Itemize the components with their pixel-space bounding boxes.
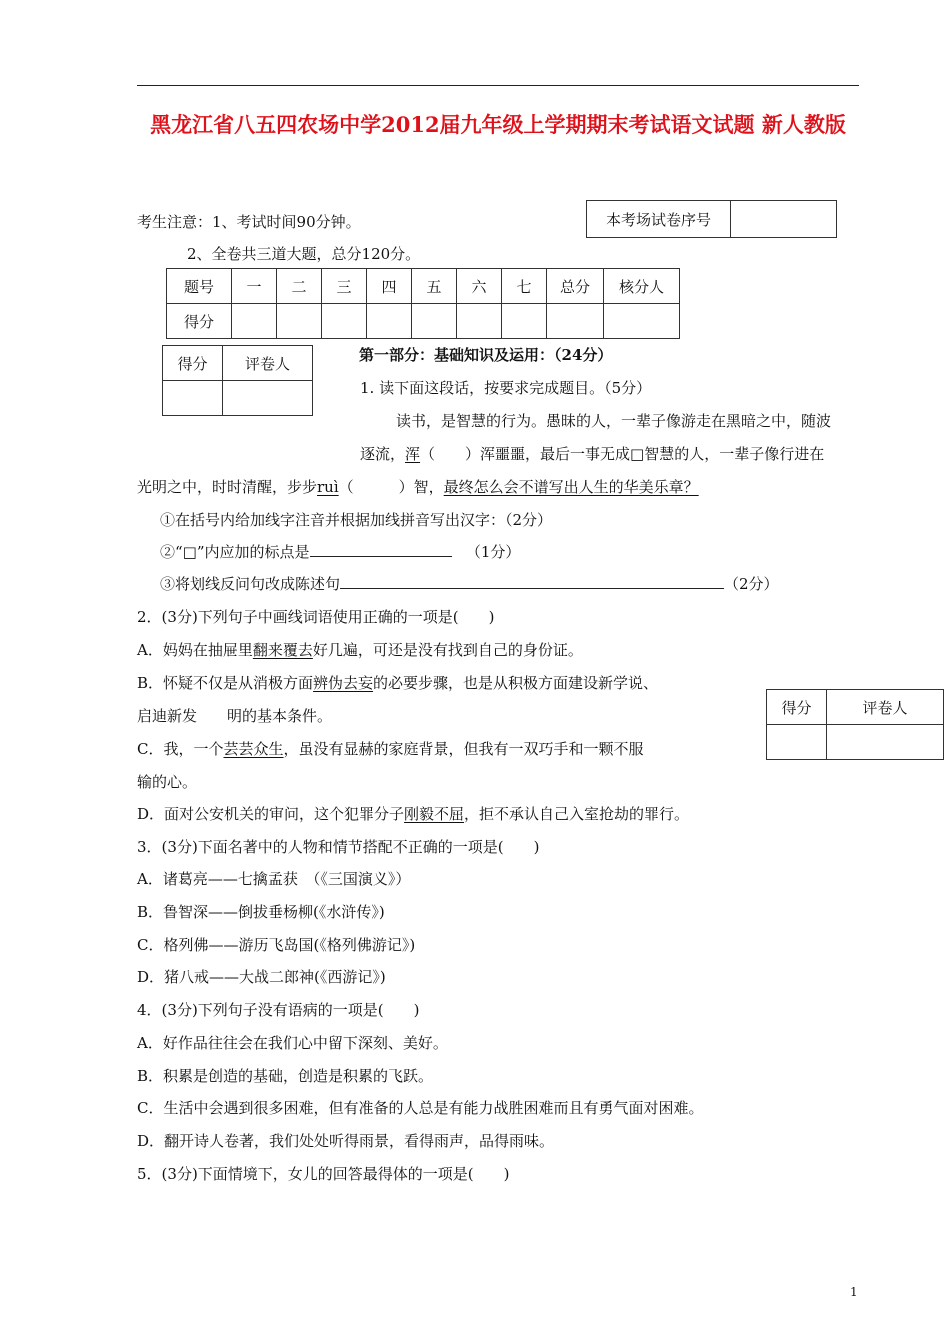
- score-cell[interactable]: [277, 304, 322, 339]
- q1-sub-3-answer-blank[interactable]: [340, 574, 724, 589]
- q3-option-d: D．猪八戒——大战二郎神(《西游记》): [137, 968, 386, 986]
- q2-option-c-line-2: 输的心。: [137, 773, 198, 791]
- score-cell[interactable]: [604, 304, 680, 339]
- q1-passage-line-3: 光明之中，时时清醒，步步ruì（ ）智，最终怎么会不谱写出人生的华美乐章？: [137, 478, 699, 496]
- q1-underlined-pinyin: ruì: [317, 478, 339, 496]
- q3-option-a: A．诸葛亮——七擒孟获 （《三国演义》）: [137, 870, 411, 888]
- score-header-cell: 五: [412, 269, 457, 304]
- serial-number-box: [586, 200, 837, 238]
- q4-option-d: D．翻开诗人卷著，我们处处听得雨景，看得雨声，品得雨味。: [137, 1132, 555, 1150]
- q2-option-b: B．怀疑不仅是从消极方面辨伪去妄的必要步骤，也是从积极方面建设新学说、: [137, 674, 659, 692]
- q4-stem: 4．(3分)下列句子没有语病的一项是( ): [137, 1001, 420, 1019]
- score-header-cell: 一: [232, 269, 277, 304]
- notice-line-2: 2、全卷共三道大题，总分120分。: [187, 245, 421, 263]
- grader-name-label: 评卷人: [223, 346, 313, 381]
- q4-option-a: A．好作品往往会在我们心中留下深刻、美好。: [137, 1034, 448, 1052]
- score-table-header-row: [167, 269, 680, 304]
- q1-passage-line-2: 逐流，浑（ ）浑噩噩，最后一事无成□智慧的人，一辈子像行进在: [360, 445, 825, 463]
- notice-line-1: 考生注意：1、考试时间90分钟。: [137, 213, 361, 231]
- serial-label: 本考场试卷序号: [587, 201, 731, 238]
- score-header-cell: 核分人: [604, 269, 680, 304]
- grader-score-label: 得分: [163, 346, 223, 381]
- top-rule: [137, 85, 859, 86]
- q4-option-c: C．生活中会遇到很多困难，但有准备的人总是有能力战胜困难而且有勇气面对困难。: [137, 1099, 704, 1117]
- score-cell[interactable]: [502, 304, 547, 339]
- score-cell[interactable]: [547, 304, 604, 339]
- q1-underlined-char: 浑: [405, 445, 421, 463]
- q3-stem: 3．(3分)下面名著中的人物和情节搭配不正确的一项是( ): [137, 838, 540, 856]
- q3-option-c: C．格列佛——游历飞岛国(《格列佛游记》): [137, 936, 416, 954]
- q5-stem: 5．(3分)下面情境下，女儿的回答最得体的一项是( ): [137, 1165, 510, 1183]
- score-cell[interactable]: [457, 304, 502, 339]
- score-header-cell: 六: [457, 269, 502, 304]
- q2-option-b-line-2: 启迪新发 明的基本条件。: [137, 707, 333, 725]
- grader-score-cell[interactable]: [163, 381, 223, 416]
- score-cell[interactable]: [412, 304, 457, 339]
- score-header-cell: 二: [277, 269, 322, 304]
- q1-passage-line-1: 读书，是智慧的行为。愚昧的人，一辈子像游走在黑暗之中，随波: [396, 412, 832, 430]
- grader-box-part1: [162, 345, 313, 416]
- q1-sub-2-answer-blank[interactable]: [310, 542, 452, 557]
- score-header-cell: 四: [367, 269, 412, 304]
- grader-box-2: [766, 689, 944, 760]
- q2-option-d: D．面对公安机关的审问，这个犯罪分子刚毅不屈，拒不承认自己入室抢劫的罪行。: [137, 805, 690, 823]
- q2-option-c: C．我，一个芸芸众生，虽没有显赫的家庭背景，但我有一双巧手和一颗不服: [137, 740, 644, 758]
- q1-sub-1: ①在括号内给加线字注音并根据加线拼音写出汉字：（2分）: [160, 511, 553, 529]
- part1-heading: 第一部分：基础知识及运用：（24分）: [359, 346, 613, 364]
- score-table: [166, 268, 680, 339]
- score-row-label: 得分: [167, 304, 232, 339]
- score-table-score-row: [167, 304, 680, 339]
- score-header-cell: 七: [502, 269, 547, 304]
- grader-score-cell[interactable]: [767, 725, 827, 760]
- score-header-cell: 总分: [547, 269, 604, 304]
- score-cell[interactable]: [232, 304, 277, 339]
- score-header-cell: 题号: [167, 269, 232, 304]
- q1-rhetorical-question: 最终怎么会不谱写出人生的华美乐章？: [443, 478, 699, 496]
- serial-value-cell[interactable]: [731, 201, 837, 238]
- grader-name-cell[interactable]: [223, 381, 313, 416]
- score-header-cell: 三: [322, 269, 367, 304]
- q2-option-a: A．妈妈在抽屉里翻来覆去好几遍，可还是没有找到自己的身份证。: [137, 641, 583, 659]
- grader-name-label: 评卷人: [827, 690, 944, 725]
- q2-stem: 2．(3分)下列句子中画线词语使用正确的一项是( ): [137, 608, 495, 626]
- q1-sub-2: ②“□”内应加的标点是 （1分）: [160, 543, 521, 561]
- q1-sub-3: ③将划线反问句改成陈述句 （2分）: [160, 575, 779, 593]
- q3-option-b: B．鲁智深——倒拔垂杨柳(《水浒传》): [137, 903, 385, 921]
- q4-option-b: B．积累是创造的基础，创造是积累的飞跃。: [137, 1067, 434, 1085]
- page-number: 1: [850, 1285, 858, 1299]
- score-cell[interactable]: [367, 304, 412, 339]
- q1-stem: 1. 读下面这段话，按要求完成题目。（5分）: [360, 379, 652, 397]
- grader-name-cell[interactable]: [827, 725, 944, 760]
- document-title: 黑龙江省八五四农场中学2012届九年级上学期期末考试语文试题 新人教版: [150, 112, 846, 137]
- grader-score-label: 得分: [767, 690, 827, 725]
- score-cell[interactable]: [322, 304, 367, 339]
